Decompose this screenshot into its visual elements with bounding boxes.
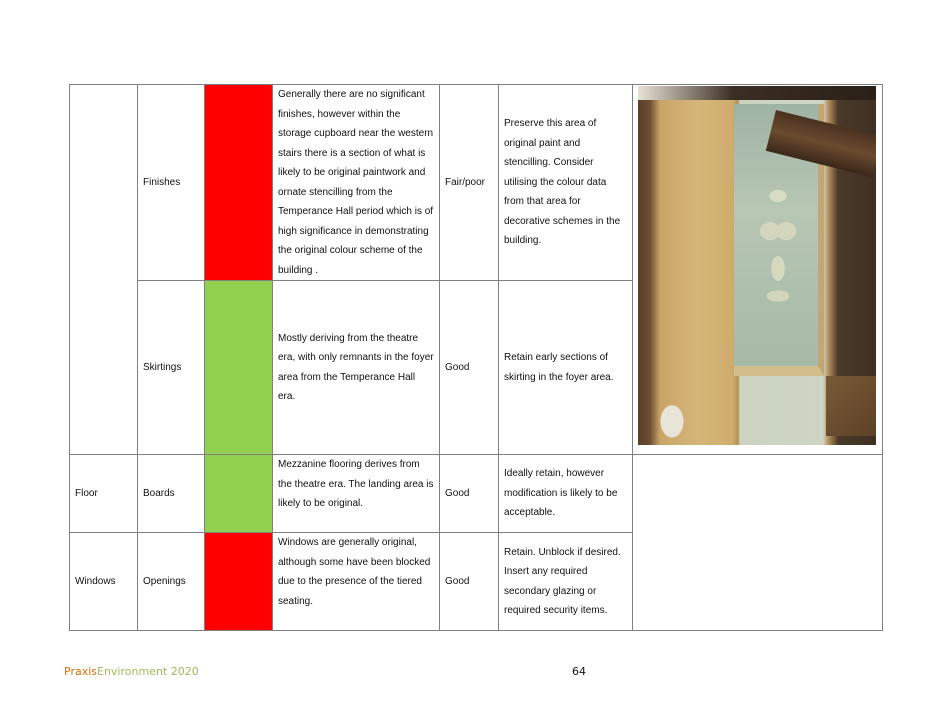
element-cell <box>70 85 138 455</box>
condition-cell <box>440 85 499 281</box>
sub-element-cell <box>138 533 205 631</box>
footer-brand <box>64 665 199 678</box>
sub-element-skirtings: Skirtings <box>143 361 182 373</box>
recommendation-cell <box>499 281 633 455</box>
condition-cell <box>440 533 499 631</box>
condition-openings: Good <box>445 575 470 587</box>
table-row-floor <box>70 455 883 533</box>
sub-element-openings: Openings <box>143 575 186 587</box>
significance-swatch-skirtings <box>205 281 273 455</box>
significance-swatch-openings <box>205 533 273 631</box>
condition-finishes: Fair/poor <box>445 176 486 188</box>
description-boards: Mezzanine flooring derives from the theatre era. The landing area is likely to be original. <box>278 459 434 509</box>
description-openings: Windows are generally original, although some have been blocked due to the presence of the tiered seating. <box>278 537 431 607</box>
element-cell <box>70 533 138 631</box>
brand-praxis: Praxis <box>64 665 97 678</box>
recommendation-cell <box>499 85 633 281</box>
recommendation-openings: Retain. Unblock if desired. Insert any required secondary glazing or required security items. <box>504 546 621 616</box>
condition-boards: Good <box>445 487 470 499</box>
brand-environment: Environment <box>97 665 168 678</box>
sub-element-cell <box>138 85 205 281</box>
page-number: 64 <box>572 665 586 678</box>
brand-year: 2020 <box>167 665 199 678</box>
condition-cell <box>440 455 499 533</box>
condition-cell <box>440 281 499 455</box>
element-windows: Windows <box>75 575 116 587</box>
description-skirtings: Mostly deriving from the theatre era, with only remnants in the foyer area from the Temperance Hall era. <box>278 332 434 402</box>
description-cell <box>273 533 440 631</box>
sub-element-cell <box>138 455 205 533</box>
sub-element-finishes: Finishes <box>143 176 181 188</box>
condition-skirtings: Good <box>445 361 470 373</box>
significance-swatch-boards <box>205 455 273 533</box>
recommendation-cell <box>499 455 633 533</box>
description-finishes: Generally there are no significant finishes, however within the storage cupboard near the western stairs there is a section of what is likely to be original paintwork and ornate stencilling from the Temperance Hall period which is of high significance in demonstrating the original colour scheme of the building . <box>278 89 434 276</box>
description-cell <box>273 281 440 455</box>
table-row-finishes <box>70 85 883 281</box>
empty-photo-cell <box>633 455 883 631</box>
significance-swatch-finishes <box>205 85 273 281</box>
description-cell <box>273 455 440 533</box>
recommendation-skirtings: Retain early sections of skirting in the foyer area. <box>504 352 614 383</box>
recommendation-finishes: Preserve this area of original paint and stencilling. Consider utilising the colour data from that area for decorative schemes in the building. <box>504 118 621 247</box>
stencil-motif <box>758 181 798 306</box>
recommendation-boards: Ideally retain, however modification is likely to be acceptable. <box>504 468 618 519</box>
heritage-assessment-table <box>69 84 883 631</box>
photo-cell <box>633 85 883 455</box>
sub-element-boards: Boards <box>143 487 175 499</box>
sub-element-cell <box>138 281 205 455</box>
recommendation-cell <box>499 533 633 631</box>
stencilled-paintwork-photo <box>638 86 876 445</box>
element-cell <box>70 455 138 533</box>
element-floor: Floor <box>75 487 98 499</box>
description-cell <box>273 85 440 281</box>
